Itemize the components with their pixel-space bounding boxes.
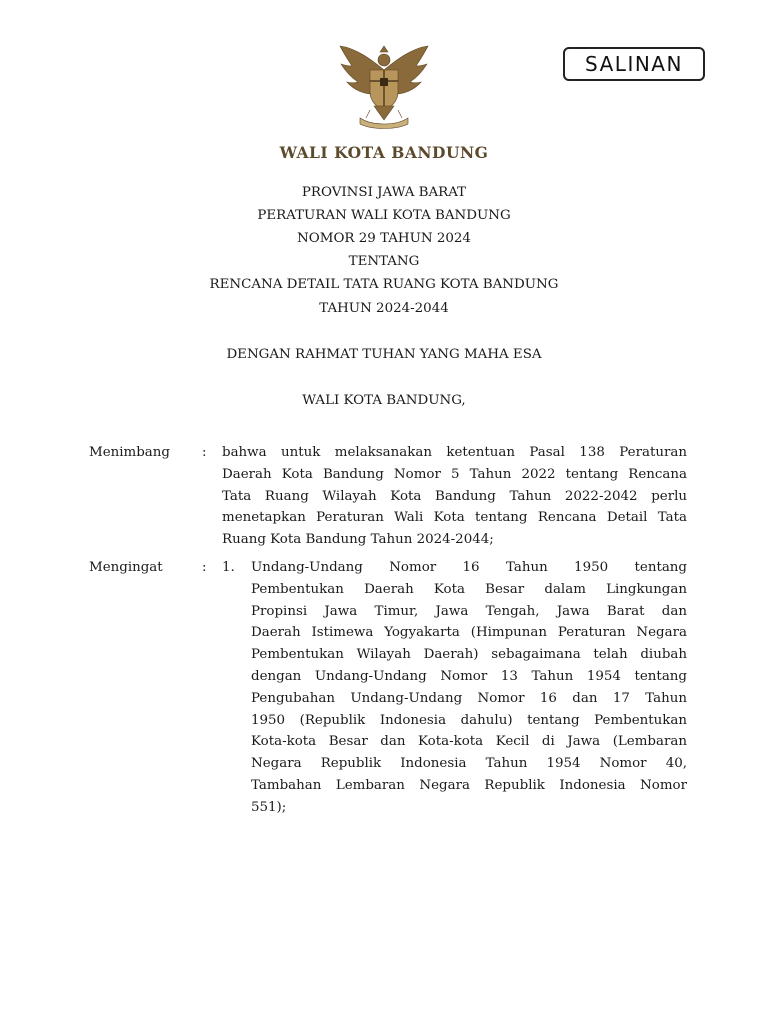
garuda-emblem-icon <box>334 40 434 130</box>
text-line: Pembentukan Daerah Kota Besar dalam Lingkungan <box>251 581 687 597</box>
mengingat-item-number: 1. <box>222 560 235 575</box>
mengingat-label: Mengingat <box>89 560 163 575</box>
menimbang-text <box>222 442 687 551</box>
issuer-brand: WALI KOTA BANDUNG <box>279 143 489 162</box>
mengingat-colon: : <box>202 560 207 575</box>
title-line: RENCANA DETAIL TATA RUANG KOTA BANDUNG <box>209 277 559 292</box>
text-line: dengan Undang-Undang Nomor 13 Tahun 1954 tentang <box>251 668 687 684</box>
text-line: Kota-kota Besar dan Kota-kota Kecil di Jawa (Lembaran <box>251 734 687 750</box>
text-line: Undang-Undang Nomor 16 Tahun 1950 tentang <box>251 560 687 575</box>
text-line: Tambahan Lembaran Negara Republik Indonesia Nomor <box>251 777 687 793</box>
menimbang-label: Menimbang <box>89 445 170 460</box>
text-line: 1950 (Republik Indonesia dahulu) tentang Pembentukan <box>251 712 687 728</box>
title-line: NOMOR 29 TAHUN 2024 <box>297 231 471 246</box>
text-line: bahwa untuk melaksanakan ketentuan Pasal 138 Peraturan <box>222 445 687 460</box>
invocation: DENGAN RAHMAT TUHAN YANG MAHA ESA <box>226 347 542 362</box>
text-line: Pengubahan Undang-Undang Nomor 16 dan 17 Tahun <box>251 690 687 706</box>
text-line: Negara Republik Indonesia Tahun 1954 Nomor 40, <box>251 756 687 772</box>
title-line: TAHUN 2024-2044 <box>319 301 449 316</box>
text-line: Daerah Istimewa Yogyakarta (Himpunan Peraturan Negara <box>251 625 687 641</box>
title-line: PROVINSI JAWA BARAT <box>301 185 467 200</box>
text-line: Daerah Kota Bandung Nomor 5 Tahun 2022 tentang Rencana <box>222 466 687 482</box>
text-line: 551); <box>251 799 287 815</box>
salinan-stamp: SALINAN <box>563 47 705 81</box>
title-line: TENTANG <box>348 254 420 269</box>
menimbang-colon: : <box>202 445 207 460</box>
title-line: PERATURAN WALI KOTA BANDUNG <box>257 208 511 223</box>
text-line: Propinsi Jawa Timur, Jawa Tengah, Jawa Barat dan <box>251 603 687 619</box>
text-line: Pembentukan Wilayah Daerah) sebagaimana telah diubah <box>251 647 687 663</box>
text-line: Tata Ruang Wilayah Kota Bandung Tahun 2022-2042 perlu <box>222 488 687 504</box>
text-line: Ruang Kota Bandung Tahun 2024-2044; <box>222 532 494 548</box>
mengingat-item-text <box>251 557 687 819</box>
text-line: menetapkan Peraturan Wali Kota tentang Rencana Detail Tata <box>222 510 687 526</box>
official-title: WALI KOTA BANDUNG, <box>302 393 466 408</box>
